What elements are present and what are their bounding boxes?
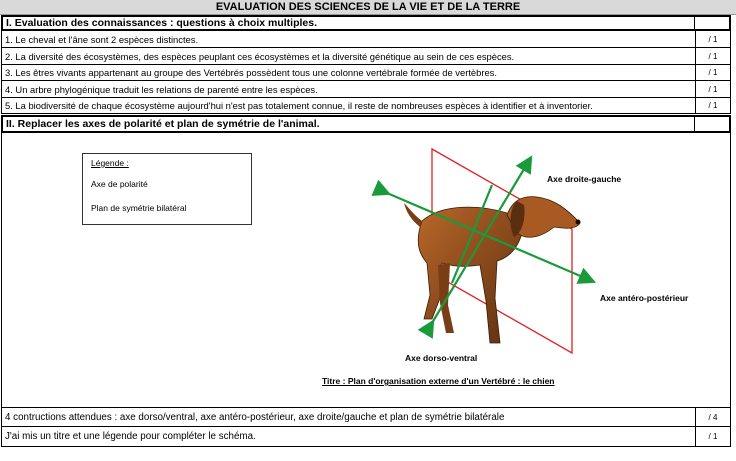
section-2-header [1, 115, 731, 133]
question-score: / 1 [695, 48, 730, 64]
criteria-row [1, 407, 731, 427]
criteria-text: J'ai mis un titre et une légende pour compléter le schéma. [5, 431, 256, 442]
question-row [1, 65, 731, 81]
question-row [1, 81, 731, 98]
question-text: 2. La diversité des écosystèmes, des espèces peuplant ces écosystèmes et la diversité génétique au sein de ces espèces. [5, 50, 515, 62]
legend-axis-label: Axe de polarité [91, 179, 148, 189]
section-1-score-cell [694, 17, 729, 29]
criteria-score: / 1 [695, 427, 730, 446]
legend-plane-label: Plan de symétrie bilatéral [91, 203, 187, 213]
question-score: / 1 [695, 98, 730, 113]
section-1-title: I. Evaluation des connaissances : questions à choix multiples. [6, 17, 318, 29]
figure-area [1, 133, 731, 407]
dorso-ventral-axis-label: Axe dorso-ventral [405, 353, 478, 363]
right-left-axis-label: Axe droite-gauche [547, 174, 622, 184]
dog-illustration [404, 197, 581, 343]
question-row [1, 31, 731, 48]
section-2-score-cell [694, 117, 729, 131]
question-score: / 1 [695, 65, 730, 80]
document-title: EVALUATION DES SCIENCES DE LA VIE ET DE LA TERRE [0, 0, 736, 15]
figure-title: Titre : Plan d'organisation externe d'un Vertébré : le chien [322, 376, 555, 386]
question-row [1, 48, 731, 65]
antero-posterior-axis-label: Axe antéro-postérieur [600, 293, 689, 303]
question-text: 3. Les êtres vivants appartenant au groupe des Vertébrés possèdent tous une colonne vertébrale formée de vertèbres. [5, 67, 497, 78]
question-row [1, 98, 731, 114]
criteria-text: 4 contructions attendues : axe dorso/ventral, axe antéro-postérieur, axe droite/gauche et plan de symétrie bilatérale [5, 411, 505, 423]
question-score: / 1 [695, 81, 730, 97]
question-text: 5. La biodiversité de chaque écosystème aujourd'hui n'est pas totalement connue, il reste de nombreuses espèces à identifier et à inventorier. [5, 100, 593, 111]
section-1-header [1, 15, 731, 31]
question-text: 1. Le cheval et l'âne sont 2 espèces distinctes. [5, 33, 199, 45]
legend-title: Légende : [91, 158, 129, 168]
legend-box [82, 153, 252, 225]
question-score: / 1 [695, 31, 730, 47]
criteria-row [1, 427, 731, 447]
question-text: 4. Un arbre phylogénique traduit les relations de parenté entre les espèces. [5, 83, 318, 95]
evaluation-sheet [0, 15, 732, 461]
section-2-title: II. Replacer les axes de polarité et plan de symétrie de l'animal. [6, 118, 320, 130]
criteria-score: / 4 [695, 408, 730, 426]
